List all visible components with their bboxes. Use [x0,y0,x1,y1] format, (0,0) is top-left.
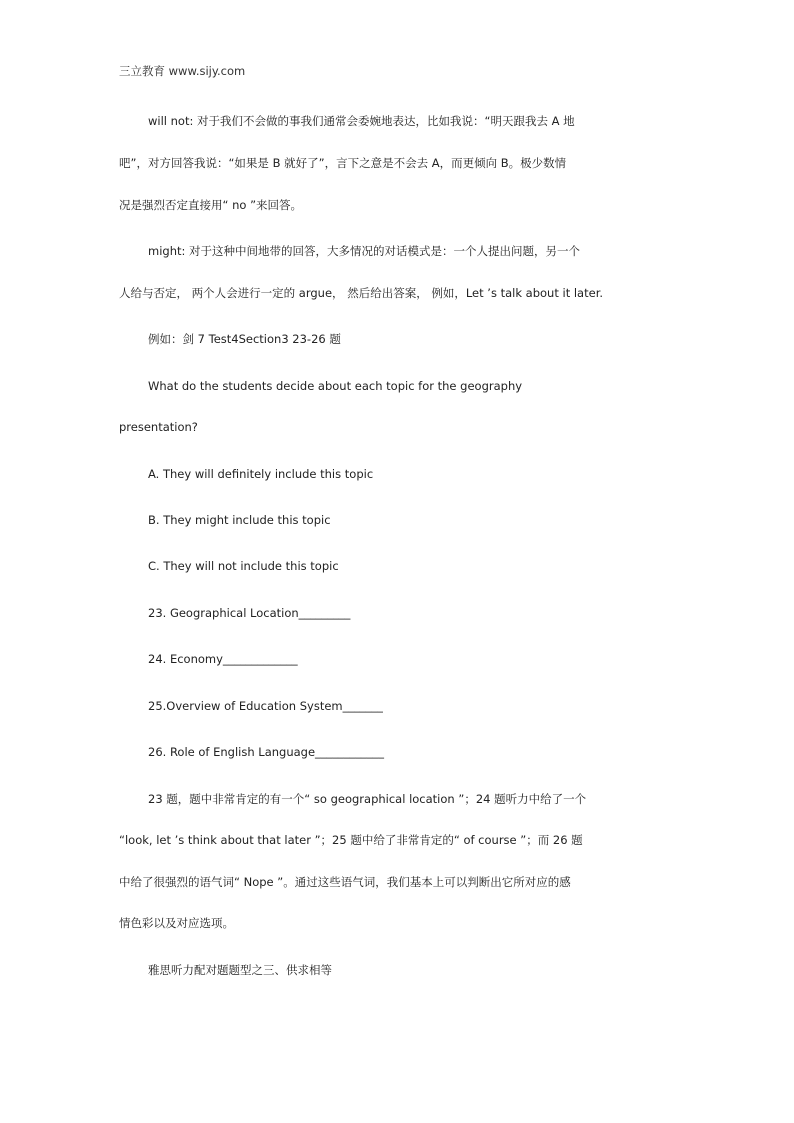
analysis-line4: 情色彩以及对应选项。 [119,916,234,930]
item-26: 26. Role of English Language____________ [148,745,385,759]
analysis-line1: 23 题，题中非常肯定的有一个“ so geographical location ”；24 题听力中给了一个 [148,792,587,806]
para-might-line2: 人给与否定， 两个人会进行一定的 argue， 然后给出答案， 例如，Let ’s talk about it later. [119,286,604,300]
option-c: C. They will not include this topic [148,559,339,573]
section-title: 雅思听力配对题题型之三、供求相等 [148,963,332,977]
analysis-line3: 中给了很强烈的语气词“ Nope ”。通过这些语气词，我们基本上可以判断出它所对应的感 [119,875,571,889]
header-site: 三立教育 www.sijy.com [119,64,246,78]
question-line1: What do the students decide about each topic for the geography [148,379,523,393]
para-might-line1: might: 对于这种中间地带的回答，大多情况的对话模式是：一个人提出问题，另一个 [148,244,581,258]
option-a: A. They will definitely include this topic [148,467,374,481]
item-24: 24. Economy_____________ [148,652,298,666]
example-reference: 例如：剑 7 Test4Section3 23-26 题 [148,332,341,346]
option-b: B. They might include this topic [148,513,331,527]
para-will-not-line3: 况是强烈否定直接用“ no ”来回答。 [119,198,303,212]
analysis-line2: “look, let ’s think about that later ”；25 题中给了非常肯定的“ of course ”；而 26 题 [119,833,583,847]
item-25: 25.Overview of Education System_______ [148,699,383,713]
para-will-not-line2: 吧”，对方回答我说：“如果是 B 就好了”，言下之意是不会去 A，而更倾向 B。极少数情 [119,156,567,170]
question-line2: presentation? [119,420,198,434]
para-will-not-line1: will not: 对于我们不会做的事我们通常会委婉地表达，比如我说：“明天跟我去 A 地 [148,114,575,128]
item-23: 23. Geographical Location_________ [148,606,351,620]
